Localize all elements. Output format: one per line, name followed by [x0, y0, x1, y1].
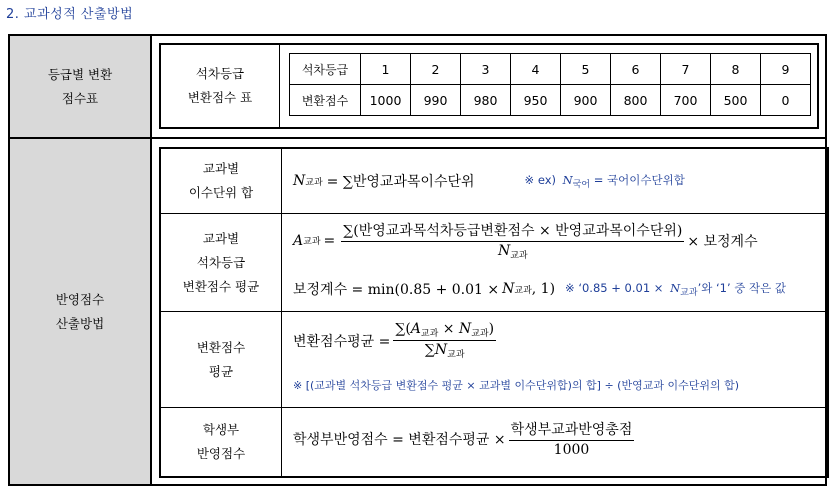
score-average-label — [161, 312, 281, 407]
method-table — [8, 34, 827, 486]
fraction — [509, 419, 635, 458]
grade-cell: 7 — [661, 54, 711, 85]
fraction — [341, 220, 684, 261]
denominator — [425, 341, 465, 360]
numerator — [393, 321, 496, 341]
n-symbol: N — [670, 281, 681, 295]
score-cell: 0 — [761, 85, 811, 116]
correction-left: 보정계수 = min(0.85 + 0.01 × — [293, 282, 500, 298]
record-score-label — [161, 408, 281, 476]
subscript: 교과 — [510, 251, 528, 261]
sum-open: ∑( — [395, 321, 411, 337]
equals-sign: = — [323, 232, 336, 249]
score-cell: 900 — [561, 85, 611, 116]
n-symbol: N — [434, 342, 448, 358]
grade-table-label — [161, 45, 280, 127]
subscript: 교과 — [680, 288, 698, 298]
a-symbol: A — [293, 232, 304, 249]
grade-cell: 6 — [611, 54, 661, 85]
grade-row — [290, 54, 811, 85]
label-line: 산출방법 — [55, 315, 105, 331]
paren-close: ) — [488, 321, 495, 337]
grade-cell: 3 — [461, 54, 511, 85]
label-line: 학생부 — [202, 422, 240, 437]
n-symbol: N — [502, 281, 515, 297]
subscript: 교과 — [303, 237, 321, 247]
score-row — [290, 85, 811, 116]
subscript: 교과 — [471, 329, 489, 339]
subscript: 국어 — [572, 180, 591, 190]
section-heading: 2. 교과성적 산출방법 — [6, 7, 134, 22]
note-text: ’와 ‘1’ 중 작은 값 — [697, 281, 787, 295]
record-score-formula — [293, 419, 637, 458]
score-cell: 500 — [711, 85, 761, 116]
label-line: 반영점수 — [55, 291, 105, 307]
score-method-label — [10, 139, 150, 484]
correction-formula — [293, 279, 786, 299]
times-sign: × — [438, 321, 459, 337]
grade-cell: 8 — [711, 54, 761, 85]
grade-cell: 4 — [511, 54, 561, 85]
formula-box — [159, 147, 829, 478]
grade-cell: 1 — [361, 54, 411, 85]
numerator: ∑(반영교과목석차등급변환점수 × 반영교과목이수단위) — [341, 220, 684, 242]
score-average-formula — [293, 321, 499, 360]
grade-row-header: 석차등급 — [290, 54, 361, 85]
subscript: 교과 — [514, 285, 532, 296]
grade-cell: 2 — [411, 54, 461, 85]
score-cell: 950 — [511, 85, 561, 116]
n-symbol: N — [497, 243, 511, 259]
subscript: 교과 — [305, 177, 323, 188]
credit-sum-label — [161, 149, 281, 213]
grade-average-formula — [293, 220, 758, 261]
grade-conversion-label — [10, 36, 150, 137]
note-text: ※ ‘0.85 + 0.01 × — [565, 281, 664, 295]
score-average-note: ※ [(교과별 석차등급 변환점수 평균 × 교과별 이수단위합)의 합] ÷ (반영교과 이수단위의 합) — [293, 379, 740, 392]
correction-right: , 1) — [531, 281, 556, 297]
score-row-header: 변환점수 — [290, 85, 361, 116]
formula-lhs: 변환점수평균 = — [293, 333, 391, 350]
label-line: 등급별 변환 — [47, 66, 113, 82]
n-symbol: N — [562, 173, 573, 187]
label-line: 변환점수 표 — [187, 90, 253, 105]
score-cell: 700 — [661, 85, 711, 116]
n-symbol: N — [458, 321, 472, 337]
formula-rhs: = ∑반영교과목이수단위 — [326, 174, 475, 190]
grade-average-label — [161, 214, 281, 311]
label-line: 점수표 — [61, 90, 99, 106]
label-line: 변환점수 평균 — [182, 278, 260, 294]
label-line: 석차등급 — [196, 254, 246, 270]
label-line: 석차등급 — [195, 66, 245, 81]
column-divider — [150, 36, 152, 484]
score-cell: 800 — [611, 85, 661, 116]
score-cell: 980 — [461, 85, 511, 116]
grade-conversion-box — [159, 43, 819, 129]
a-symbol: A — [410, 321, 421, 337]
subscript: 교과 — [447, 350, 465, 360]
score-cell: 990 — [411, 85, 461, 116]
formula-column-divider — [281, 149, 282, 476]
correction-multiplier: × 보정계수 — [687, 233, 758, 250]
sum-sign: ∑ — [424, 342, 435, 358]
grade-cell: 5 — [561, 54, 611, 85]
fraction — [393, 321, 496, 360]
example-note — [525, 172, 685, 190]
label-line: 교과별 — [202, 161, 240, 176]
note-text: = 국어이수단위합 — [593, 173, 685, 187]
n-symbol: N — [293, 173, 306, 189]
formula-lhs: 학생부반영점수 = 변환점수평균 × — [293, 431, 506, 448]
score-cell: 1000 — [361, 85, 411, 116]
denominator: 1000 — [553, 442, 590, 458]
grade-score-table — [289, 53, 811, 116]
grade-cell: 9 — [761, 54, 811, 85]
correction-note — [565, 280, 786, 298]
note-mark: ※ ex) — [524, 173, 556, 187]
subscript: 교과 — [420, 329, 439, 339]
label-line: 이수단위 합 — [188, 185, 254, 200]
label-line: 평균 — [208, 363, 234, 379]
label-line: 반영점수 — [196, 446, 246, 461]
denominator — [498, 242, 528, 261]
label-line: 교과별 — [202, 230, 240, 246]
numerator: 학생부교과반영총점 — [509, 419, 635, 441]
credit-sum-formula — [293, 171, 685, 191]
label-line: 변환점수 — [196, 339, 246, 355]
